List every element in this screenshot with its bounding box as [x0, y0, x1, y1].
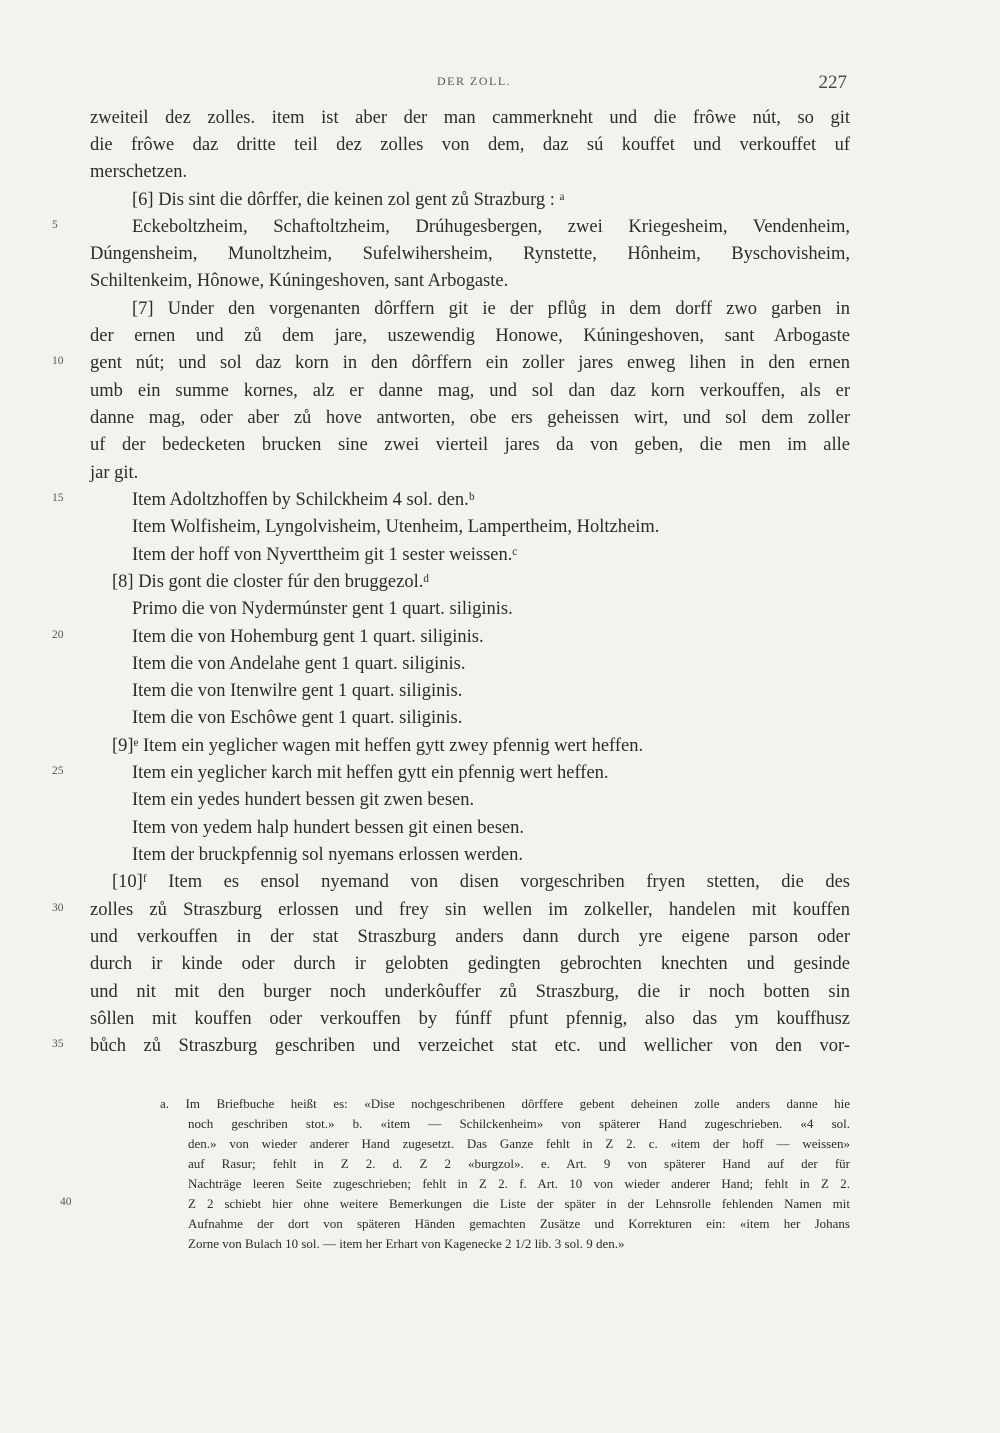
text-line: Item die von Itenwilre gent 1 quart. siliginis. [132, 681, 463, 701]
text-line: durch ir kinde oder durch ir gelobten gedingten gebrochten knechten und gesinde [90, 954, 850, 974]
footnote-line: Z 2 schiebt hier ohne weitere Bemerkungen die Liste der später in der Lehnsrolle fehlenden Namen mit [188, 1196, 850, 1211]
text-line: Dúngensheim, Munoltzheim, Sufelwihersheim, Rynstette, Hônheim, Byschovisheim, [90, 244, 850, 264]
footnote-line: Nachträge leeren Seite zugeschrieben; fehlt in Z 2. f. Art. 10 von wieder anderer Hand; fehlt in Z 2. [188, 1176, 850, 1191]
text-line: Item Adoltzhoffen by Schilckheim 4 sol. den.ᵇ [132, 490, 475, 510]
text-line: Item ein yedes hundert bessen git zwen besen. [132, 790, 475, 810]
footnote-line: den.» von wieder anderer Hand zugesetzt. Das Ganze fehlt in Z 2. c. «item der hoff — weissen» [188, 1136, 850, 1151]
text-line: Eckeboltzheim, Schaftoltzheim, Drúhugesbergen, zwei Kriegesheim, Vendenheim, [132, 217, 850, 237]
text-line: [6] Dis sint die dôrffer, die keinen zol gent zů Strazburg : ᵃ [132, 190, 565, 210]
line-number: 25 [52, 765, 64, 777]
footnote-line: noch geschriben stot.» b. «item — Schilckenheim» von späterer Hand zugeschrieben. «4 sol. [188, 1116, 850, 1131]
running-title: DER ZOLL. [437, 74, 512, 88]
text-line: Item der bruckpfennig sol nyemans erlossen werden. [132, 845, 523, 865]
text-line: Item Wolfisheim, Lyngolvisheim, Utenheim, Lampertheim, Holtzheim. [132, 517, 660, 537]
text-line: [8] Dis gont die closter fúr den bruggezol.ᵈ [112, 572, 430, 592]
text-line: gent nút; und sol daz korn in den dôrffern ein zoller jares enweg lihen in den ernen [90, 353, 850, 373]
footnote-line-number: 40 [60, 1196, 72, 1208]
text-line: sôllen mit kouffen oder verkouffen by fúnff pfunt pfennig, also das ym kouffhusz [90, 1009, 850, 1029]
text-line: und nit mit den burger noch underkôuffer zů Straszburg, die ir noch botten sin [90, 982, 850, 1002]
text-line: und verkouffen in der stat Straszburg anders dann durch yre eigene parson oder [90, 927, 850, 947]
text-line: zweiteil dez zolles. item ist aber der man cammerkneht und die frôwe nút, so git [90, 108, 850, 128]
text-line: [9]ᵉ Item ein yeglicher wagen mit heffen gytt zwey pfennig wert heffen. [112, 736, 644, 756]
text-line: bůch zů Straszburg geschriben und verzeichet stat etc. und wellicher von den vor- [90, 1036, 850, 1056]
text-line: danne mag, oder aber zů hove antworten, obe ers geheissen wirt, und sol dem zoller [90, 408, 850, 428]
footnote-line: Zorne von Bulach 10 sol. — item her Erhart von Kagenecke 2 1/2 lib. 3 sol. 9 den.» [188, 1236, 625, 1251]
footnote-line: auf Rasur; fehlt in Z 2. d. Z 2 «burgzol». e. Art. 9 von späterer Hand auf der für [188, 1156, 850, 1171]
running-header [0, 72, 1000, 96]
line-number: 35 [52, 1038, 64, 1050]
text-line: zolles zů Straszburg erlossen und frey sin wellen im zolkeller, handelen mit kouffen [90, 900, 850, 920]
line-number: 20 [52, 629, 64, 641]
text-line: Item die von Eschôwe gent 1 quart. siliginis. [132, 708, 463, 728]
line-number: 30 [52, 902, 64, 914]
text-line: [7] Under den vorgenanten dôrffern git ie der pflůg in dem dorff zwo garben in [132, 299, 850, 319]
page-number: 227 [818, 72, 847, 93]
text-line: Item die von Andelahe gent 1 quart. siliginis. [132, 654, 466, 674]
text-line: umb ein summe kornes, alz er danne mag, und sol dan daz korn verkouffen, als er [90, 381, 850, 401]
footnote-line: a. Im Briefbuche heißt es: «Dise nochgeschribenen dôrffere gebent deheinen zolle anders danne hie [160, 1096, 850, 1111]
line-number: 5 [52, 219, 58, 231]
text-line: Schiltenkeim, Hônowe, Kúningeshoven, sant Arbogaste. [90, 271, 509, 291]
text-line: Item von yedem halp hundert bessen git einen besen. [132, 818, 524, 838]
text-line: merschetzen. [90, 162, 188, 182]
text-line: jar git. [90, 463, 139, 483]
text-line: [10]ᶠ Item es ensol nyemand von disen vorgeschriben fryen stetten, die des [112, 872, 850, 892]
text-line: Primo die von Nydermúnster gent 1 quart. siliginis. [132, 599, 513, 619]
footnote-line: Aufnahme der dort von späteren Händen gemachten Zusätze und Korrekturen ein: «item her Johans [188, 1216, 850, 1231]
text-line: die frôwe daz dritte teil dez zolles von dem, daz sú kouffet und verkouffet uf [90, 135, 850, 155]
text-line: Item die von Hohemburg gent 1 quart. siliginis. [132, 627, 484, 647]
text-line: der ernen und zů dem jare, uszewendig Honowe, Kúningeshoven, sant Arbogaste [90, 326, 850, 346]
line-number: 15 [52, 492, 64, 504]
text-line: Item der hoff von Nyverttheim git 1 sester weissen.ᶜ [132, 545, 518, 565]
text-line: uf der bedecketen brucken sine zwei vierteil jares da von geben, die men im alle [90, 435, 850, 455]
line-number: 10 [52, 355, 64, 367]
text-line: Item ein yeglicher karch mit heffen gytt ein pfennig wert heffen. [132, 763, 609, 783]
